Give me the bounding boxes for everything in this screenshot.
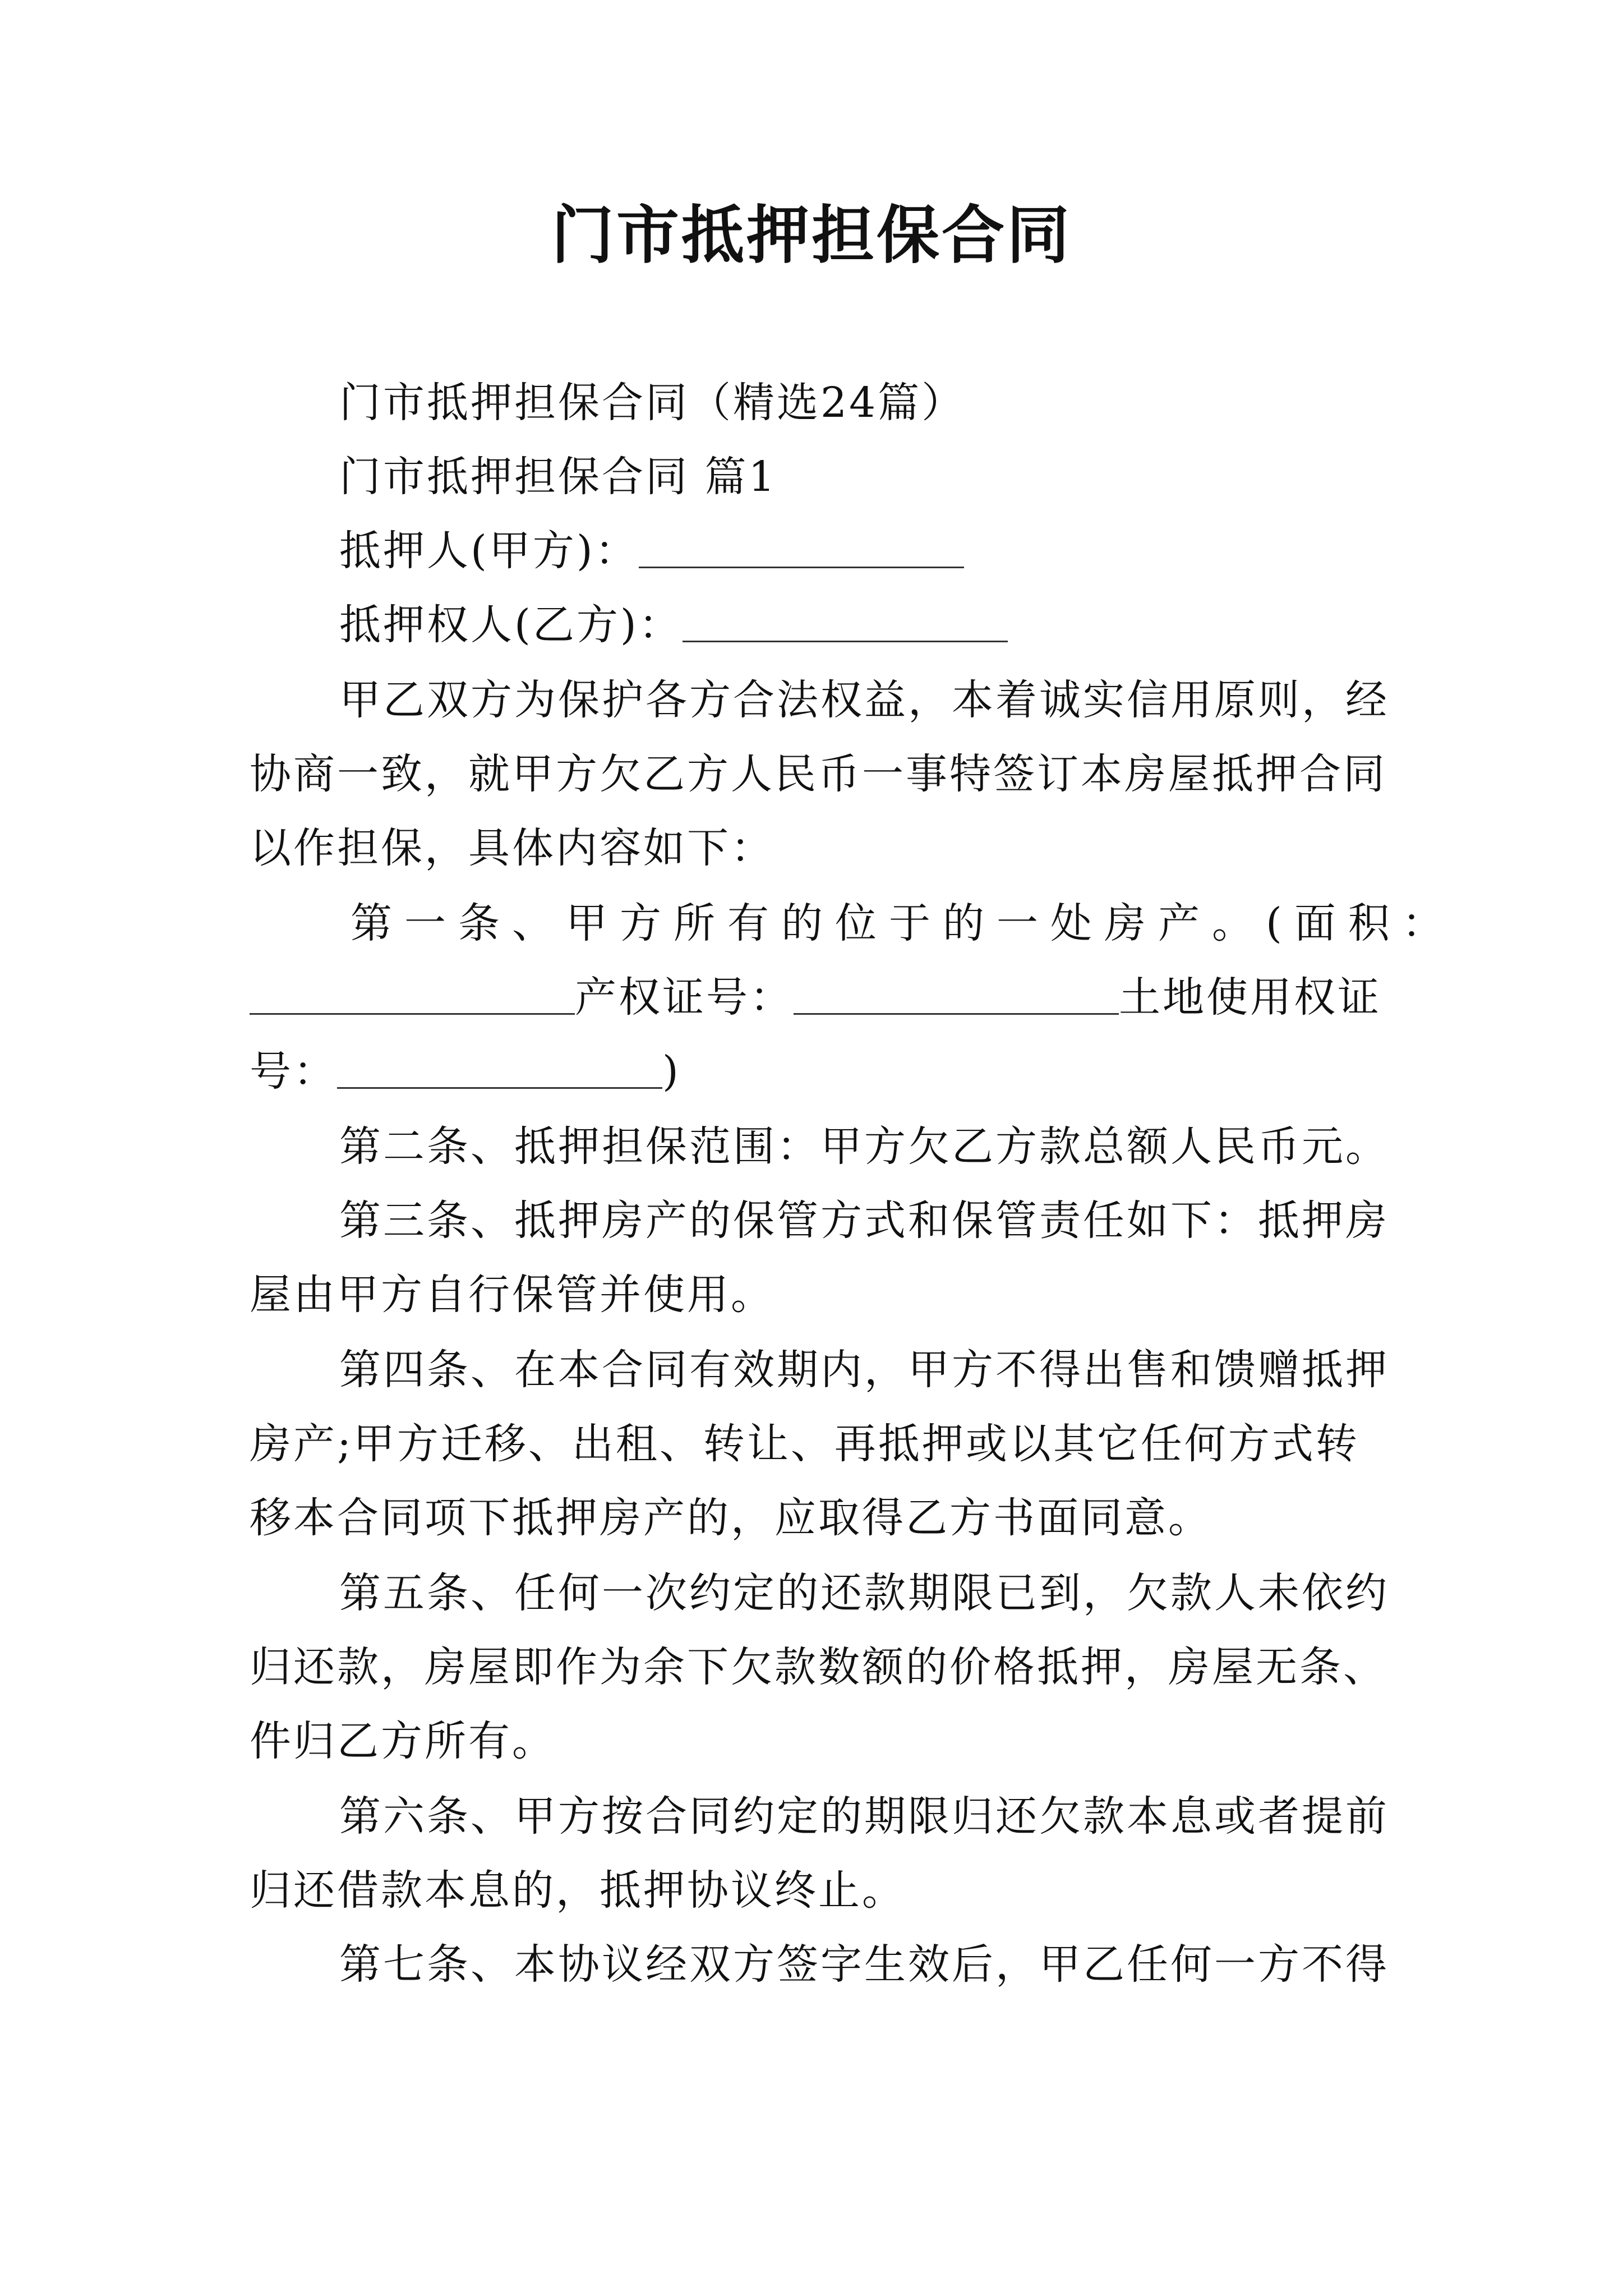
article2: 第二条、抵押担保范围：甲方欠乙方款总额人民币元。: [339, 1122, 1389, 1171]
subtitle: 门市抵押担保合同（精选24篇）: [339, 379, 966, 427]
article1-line-3: [250, 1043, 1399, 1099]
article1-line-1: 第一条、甲方所有的位于的一处房产。(面积：: [351, 899, 1456, 947]
party-b-label: 抵押权人(乙方)：: [339, 601, 683, 649]
article6-line-2: 归还借款本息的，抵押协议终止。: [250, 1866, 906, 1915]
land-cert-label: 土地使用权证: [1119, 973, 1381, 1022]
party-a-blank: [639, 527, 964, 568]
party-b-blank: [683, 601, 1008, 642]
party-a-line: [339, 523, 1489, 579]
property-cert-label: 产权证号：: [575, 973, 794, 1022]
land-cert-label-suffix: 号：: [250, 1047, 337, 1096]
article4-line-3: 移本合同项下抵押房产的，应取得乙方书面同意。: [250, 1494, 1212, 1542]
document-title: 门市抵押担保合同: [551, 199, 1072, 272]
article6-line-1: 第六条、甲方按合同约定的期限归还欠款本息或者提前: [339, 1792, 1389, 1841]
section-heading: 门市抵押担保合同 篇1: [339, 453, 777, 501]
intro-line-2: 协商一致，就甲方欠乙方人民币一事特签订本房屋抵押合同: [250, 750, 1387, 798]
article4-line-1: 第四条、在本合同有效期内，甲方不得出售和馈赠抵押: [339, 1346, 1389, 1394]
article7-line-1: 第七条、本协议经双方签字生效后，甲乙任何一方不得: [339, 1940, 1389, 1989]
article5-line-1: 第五条、任何一次约定的还款期限已到，欠款人未依约: [339, 1569, 1389, 1617]
article1-line-2: [250, 969, 1399, 1025]
party-b-line: [339, 597, 1489, 653]
property-cert-blank: [794, 974, 1119, 1015]
article5-line-3: 件归乙方所有。: [250, 1717, 556, 1765]
area-blank: [250, 974, 575, 1015]
party-a-label: 抵押人(甲方)：: [339, 527, 639, 575]
land-cert-blank: [337, 1048, 662, 1089]
intro-line-1: 甲乙双方为保护各方合法权益，本着诚实信用原则，经: [339, 676, 1389, 724]
article3-line-1: 第三条、抵押房产的保管方式和保管责任如下：抵押房: [339, 1197, 1389, 1245]
intro-line-3: 以作担保，具体内容如下：: [250, 824, 774, 872]
article5-line-2: 归还款，房屋即作为余下欠款数额的价格抵押，房屋无条、: [250, 1643, 1387, 1691]
article3-line-2: 屋由甲方自行保管并使用。: [250, 1271, 774, 1319]
closing-paren: ): [662, 1047, 681, 1096]
article4-line-2: 房产;甲方迁移、出租、转让、再抵押或以其它任何方式转: [250, 1420, 1359, 1468]
